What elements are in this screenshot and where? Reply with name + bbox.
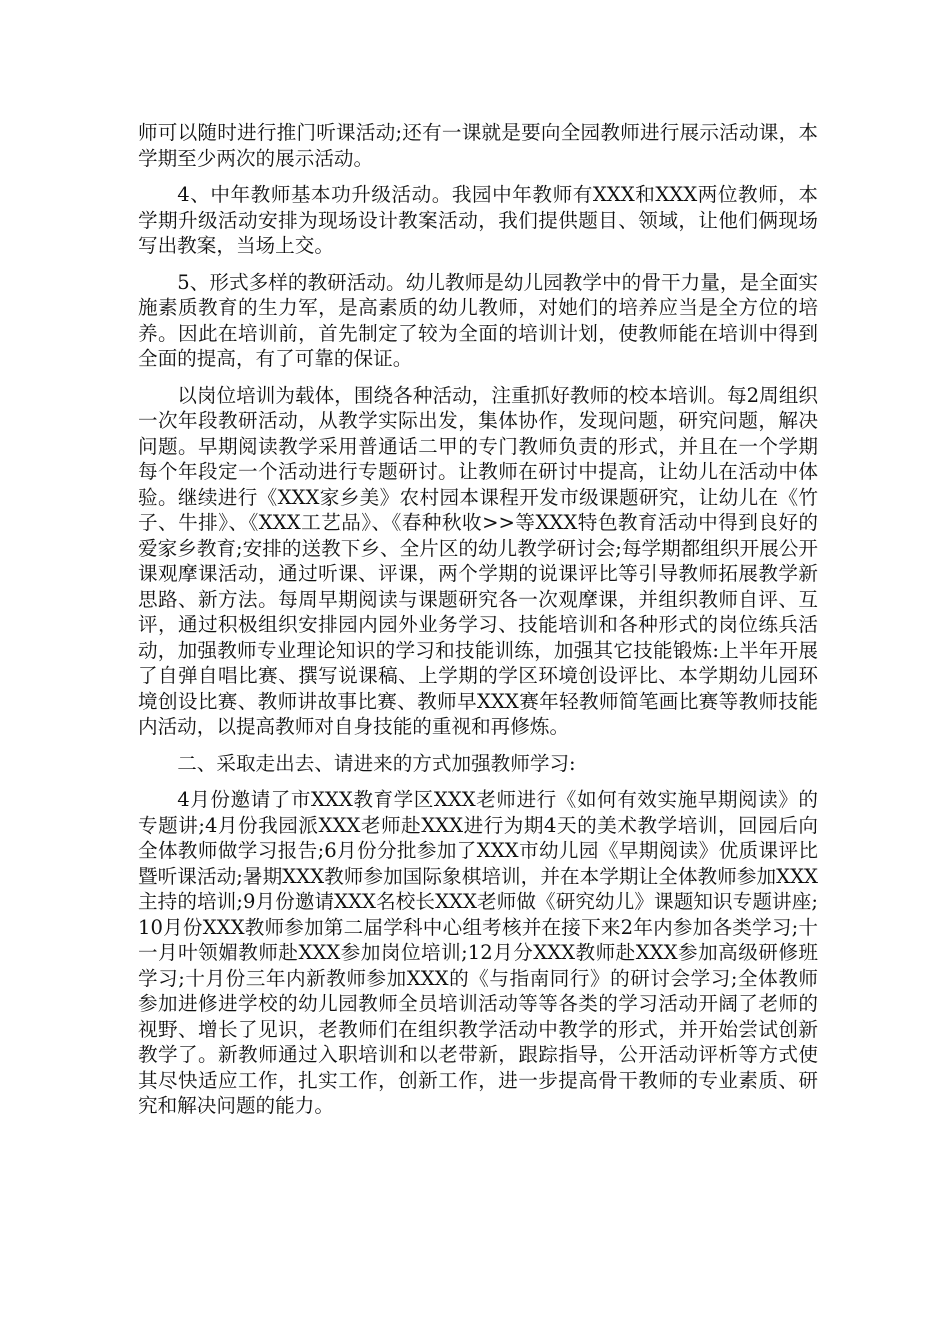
paragraph-teaching-research: 5、形式多样的教研活动。幼儿教师是幼儿园教学中的骨干力量，是全面实施素质教育的生力军，是高素质的幼儿教师，对她们的培养应当是全方位的培养。因此在培训前，首先制定了较为全面的培训计划，使教师能在培训中得到全面的提高，有了可靠的保证。 <box>138 270 818 370</box>
paragraph-external-learning: 4月份邀请了市XXX教育学区XXX老师进行《如何有效实施早期阅读》的专题讲;4月份我园派XXX老师赴XXX进行为期4天的美术教学培训，回园后向全体教师做学习报告;6月份分批参加了XXX市幼儿园《早期阅读》优质课评比暨听课活动;暑期XXX教师参加国际象棋培训，并在本学期让全体教师参加XXX主持的培训;9月份邀请XXX名校长XXX老师做《研究幼儿》课题知识专题讲座;10月份XXX教师参加第二届学科中心组考核并在接下来2年内参加各类学习;十一月叶领媚教师赴XXX参加岗位培训;12月分XXX教师赴XXX参加高级研修班学习;十月份三年内新教师参加XXX的《与指南同行》的研讨会学习;全体教师参加进修进学校的幼儿园教师全员培训活动等等各类的学习活动开阔了老师的视野、增长了见识，老教师们在组织教学活动中教学的形式，并开始尝试创新教学了。新教师通过入职培训和以老带新，跟踪指导，公开活动评析等方式使其尽快适应工作，扎实工作，创新工作，进一步提高骨干教师的专业素质、研究和解决问题的能力。 <box>138 788 818 1117</box>
paragraph-post-training: 以岗位培训为载体，围绕各种活动，注重抓好教师的校本培训。每2周组织一次年段教研活动，从教学实际出发，集体协作，发现问题，研究问题，解决问题。早期阅读教学采用普通话二甲的专门教师负责的形式，并且在一个学期每个年段定一个活动进行专题研讨。让教师在研讨中提高，让幼儿在活动中体验。继续进行《XXX家乡美》农村园本课程开发市级课题研究，让幼儿在《竹子、牛排》、《XXX工艺品》、《春种秋收>>等XXX特色教育活动中得到良好的爱家乡教育;安排的送教下乡、全片区的幼儿教学研讨会;每学期都组织开展公开课观摩课活动，通过听课、评课，两个学期的说课评比等引导教师拓展教学新思路、新方法。每周早期阅读与课题研究各一次观摩课，并组织教师自评、互评，通过积极组织安排园内园外业务学习、技能培训和各种形式的岗位练兵活动，加强教师专业理论知识的学习和技能训练，加强其它技能锻炼:上半年开展了自弹自唱比赛、撰写说课稿、上学期的学区环境创设评比、本学期幼儿园环境创设比赛、教师讲故事比赛、教师早XXX赛年轻教师简笔画比赛等教师技能内活动，以提高教师对自身技能的重视和再修炼。 <box>138 383 818 738</box>
paragraph-continuation: 师可以随时进行推门听课活动;还有一课就是要向全园教师进行展示活动课，本学期至少两次的展示活动。 <box>138 121 818 170</box>
document-page <box>138 120 818 1130</box>
section-heading-two: 二、采取走出去、请进来的方式加强教师学习: <box>177 751 576 775</box>
paragraph-middle-aged-teacher-skills: 4、中年教师基本功升级活动。我园中年教师有XXX和XXX两位教师，本学期升级活动安排为现场设计教案活动，我们提供题目、领域，让他们俩现场写出教案，当场上交。 <box>138 183 818 257</box>
